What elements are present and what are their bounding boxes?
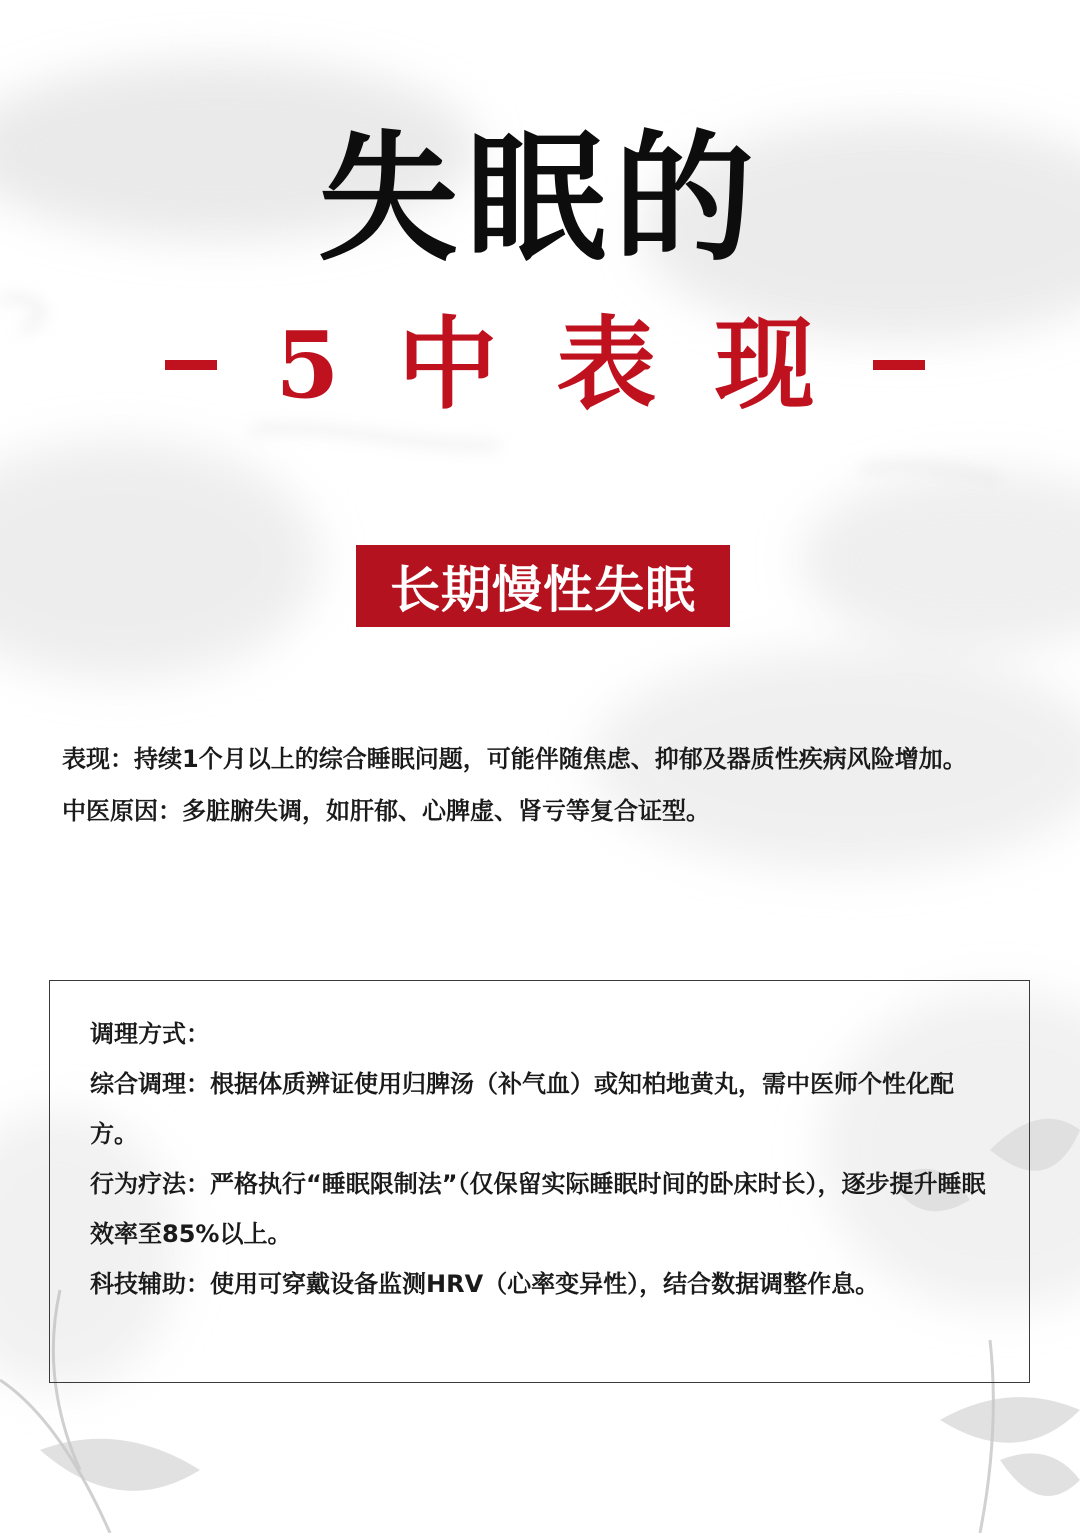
subtitle (165, 306, 925, 423)
care-item-comprehensive: 综合调理：根据体质辨证使用归脾汤（补气血）或知柏地黄丸，需中医师个性化配方。 (90, 1070, 954, 1148)
subtitle-char-1: 中 (397, 306, 498, 423)
tcm-cause-text: 中医原因：多脏腑失调，如肝郁、心脾虚、肾亏等复合证型。 (62, 797, 710, 825)
care-methods-box (49, 980, 1030, 1383)
subtitle-dash-right (873, 360, 925, 370)
subtitle-dash-left (165, 360, 217, 370)
description (62, 738, 1022, 832)
care-heading: 调理方式： (90, 1020, 210, 1048)
section-badge: 长期慢性失眠 (356, 545, 730, 627)
symptom-text: 表现：持续1个月以上的综合睡眠问题，可能伴随焦虑、抑郁及器质性疾病风险增加。 (62, 745, 967, 773)
care-item-technology: 科技辅助：使用可穿戴设备监测HRV（心率变异性），结合数据调整作息。 (90, 1270, 880, 1298)
subtitle-char-3: 现 (714, 306, 815, 423)
subtitle-char-2: 表 (556, 306, 657, 423)
page-title: 失眠的 (317, 118, 762, 281)
care-item-behavioral: 行为疗法：严格执行“睡眠限制法”（仅保留实际睡眠时间的卧床时长），逐步提升睡眠效率至85%以上。 (90, 1170, 986, 1248)
subtitle-number: 5 (275, 311, 340, 419)
